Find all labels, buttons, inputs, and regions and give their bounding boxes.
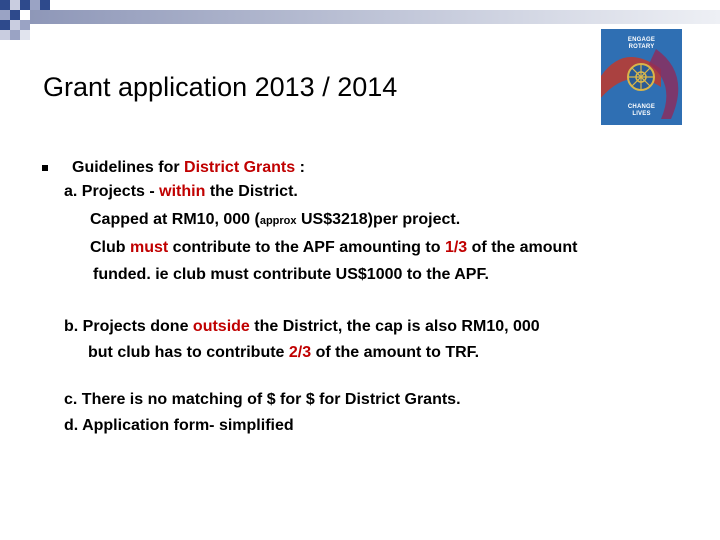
logo-text-rotary: ROTARY — [628, 44, 655, 50]
guidelines-end: : — [295, 159, 305, 176]
club-fraction: 1/3 — [444, 239, 468, 256]
cap-line — [90, 210, 460, 231]
logo-text-engage: ENGAGE — [627, 37, 656, 43]
club-line — [90, 238, 577, 258]
guidelines-heading — [72, 158, 305, 178]
logo-text-lives: LIVES — [632, 111, 651, 117]
cap-prefix: Capped at RM10, 000 ( — [90, 211, 260, 228]
item-a-prefix: a. Projects - — [64, 183, 160, 200]
club-must: must — [130, 239, 169, 256]
item-b-line2 — [88, 343, 479, 363]
guidelines-highlight: District Grants — [184, 159, 296, 176]
decorative-band — [30, 10, 720, 24]
item-b-highlight: outside — [192, 318, 250, 335]
item-b-suffix: the District, the cap is also RM10, 000 — [249, 318, 540, 335]
item-d: d. Application form- simplified — [64, 417, 294, 434]
item-c: c. There is no matching of $ for $ for District Grants. — [64, 391, 461, 408]
item-b — [64, 317, 540, 337]
club-mid: contribute to the APF amounting to — [168, 239, 445, 256]
item-b-prefix: b. Projects done — [64, 318, 193, 335]
page-title: Grant application 2013 / 2014 — [43, 72, 398, 102]
item-a — [64, 182, 298, 202]
item-b2-suffix: of the amount to TRF. — [311, 344, 480, 361]
guidelines-intro: Guidelines for — [72, 159, 185, 176]
item-b2-highlight: 2/3 — [288, 344, 312, 361]
club-prefix: Club — [90, 239, 130, 256]
cap-suffix: US$3218)per project. — [296, 211, 461, 228]
item-b2-prefix: but club has to contribute — [88, 344, 289, 361]
bullet-square-icon — [42, 165, 48, 171]
cap-approx: approx — [259, 215, 297, 227]
item-a-suffix: the District. — [205, 183, 298, 200]
funded-line: funded. ie club must contribute US$1000 to the APF. — [93, 266, 489, 283]
rotary-logo — [601, 29, 682, 125]
club-suffix: of the amount — [467, 239, 578, 256]
item-a-highlight: within — [159, 183, 206, 200]
logo-text-change: CHANGE — [627, 104, 656, 110]
